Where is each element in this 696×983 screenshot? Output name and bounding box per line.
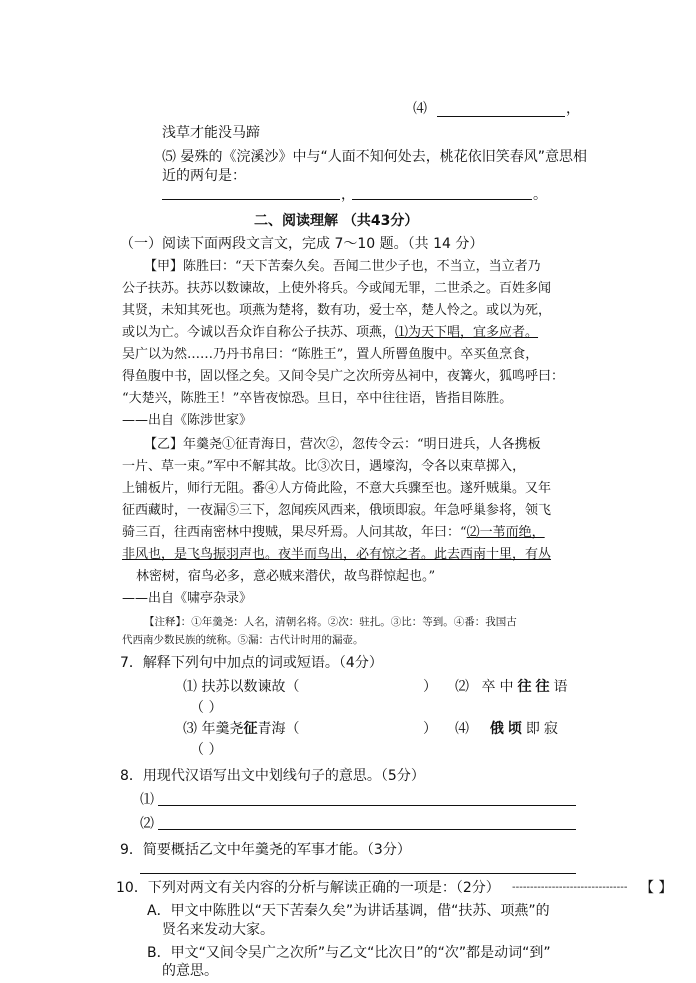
q5-line1: ⑸ 晏殊的《浣溪沙》中与“人面不知何处去，桃花依旧笑春风”意思相 bbox=[162, 149, 587, 165]
q8-title: 8．用现代汉语写出文中划线句子的意思。（5分） bbox=[120, 768, 425, 784]
jia-line-4: 或以为亡。今诚以吾众诈自称公子扶苏、项燕，⑴为天下唱，宜多应者。 bbox=[122, 325, 539, 340]
q10-answer-bracket[interactable]: 【 】 bbox=[640, 880, 673, 896]
q10-option-a-line1: A．甲文中陈胜以“天下苦秦久矣”为讲话基调，借“扶苏、项燕”的 bbox=[147, 903, 550, 919]
q7-d: ⑷ 俄顷即寂 bbox=[455, 721, 562, 737]
q7-title: 7．解释下列句中加点的词或短语。（4分） bbox=[120, 655, 383, 671]
yi-source: ——出自《啸亭杂录》 bbox=[122, 591, 253, 606]
yi-line-2: 一片、草一束。”军中不解其故。比③次日，遇壕沟，令各以束草掷入， bbox=[122, 459, 526, 474]
q10-leader-dots: -------------------------------- bbox=[512, 882, 628, 893]
q7-b-paren[interactable]: （ ） bbox=[190, 700, 223, 716]
jia-line-6: 得鱼腹中书，固以怪之矣。又间令吴广之次所旁丛祠中，夜篝火，狐鸣呼曰： bbox=[122, 369, 565, 384]
jia-line-1: 【甲】陈胜曰：“天下苦秦久矣。吾闻二世少子也，不当立，当立者乃 bbox=[144, 259, 541, 274]
q10-option-b-line1: B．甲文“又间令吴广之次所”与乙文“比次日”的“次”都是动词“到” bbox=[147, 945, 551, 961]
q8-num-2: ⑵ bbox=[140, 816, 154, 832]
yi-line-4: 征西藏时，一夜漏⑤三下，忽闻疾风西来，俄顷即寂。年急呼巢参将，领飞 bbox=[122, 503, 552, 518]
q7-a-close: ） bbox=[423, 679, 437, 695]
q8-num-1: ⑴ bbox=[140, 792, 154, 808]
yi-underlined-sentence: ⑵一苇而绝， bbox=[466, 525, 545, 540]
jia-line-5: 吴广以为然……乃丹书帛曰：“陈胜王”，置人所罾鱼腹中。卒买鱼烹食， bbox=[122, 347, 539, 362]
q4-line2: 浅草才能没马蹄 bbox=[162, 125, 260, 141]
jia-source: ——出自《陈涉世家》 bbox=[122, 413, 253, 428]
q4-number: ⑷ bbox=[413, 101, 427, 117]
q8-answer-line-1[interactable] bbox=[158, 805, 576, 806]
q4-comma: ， bbox=[566, 101, 580, 117]
jia-line-3: 其贤，未知其死也。项燕为楚将，数有功，爱士卒，楚人怜之。或以为死， bbox=[122, 303, 552, 318]
q5-comma: ， bbox=[341, 187, 355, 203]
jia-line-2: 公子扶苏。扶苏以数谏故，上使外将兵。今或闻无罪，二世杀之。百姓多闻 bbox=[122, 281, 552, 296]
yi-line-7: 林密树，宿鸟必多，意必贼来潜伏，故鸟群惊起也。” bbox=[136, 569, 436, 584]
q5-period: 。 bbox=[533, 187, 547, 203]
q7-a: ⑴ 扶苏以数谏故（ bbox=[183, 679, 300, 695]
q7-b: ⑵ 卒中往往语 bbox=[455, 679, 572, 695]
q9-title: 9．简要概括乙文中年羹尧的军事才能。（3分） bbox=[120, 842, 411, 858]
jia-underlined-sentence: ⑴为天下唱，宜多应者。 bbox=[395, 325, 539, 340]
part1-heading: （一）阅读下面两段文言文，完成 7～10 题。（共 14 分） bbox=[120, 236, 484, 252]
q7-c-close: ） bbox=[423, 721, 437, 737]
yi-line-5: 骑三百，往西南密林中搜贼，果尽歼焉。人问其故，年曰：“⑵一苇而绝， bbox=[122, 525, 545, 540]
q7-c: ⑶ 年羹尧征青海（ bbox=[183, 721, 300, 737]
yi-line-1: 【乙】年羹尧①征青海日，营次②，忽传令云：“明日进兵，人各携板 bbox=[144, 437, 541, 452]
notes-line-2: 代西南少数民族的统称。⑤漏：古代计时用的漏壶。 bbox=[122, 634, 364, 646]
q5-answer-line-1[interactable] bbox=[162, 199, 340, 200]
q7-c-dotted: 征 bbox=[243, 721, 258, 737]
jia-line-7: “大楚兴，陈胜王！”卒皆夜惊恐。旦日，卒中往往语，皆指目陈胜。 bbox=[122, 391, 513, 406]
q5-line2: 近的两句是： bbox=[162, 168, 246, 184]
yi-line-3: 上铺板片，师行无阻。番④人方倚此险，不意大兵骤至也。遂歼贼巢。又年 bbox=[122, 481, 552, 496]
notes-line-1: 【注释】：①年羹尧：人名，清朝名将。②次：驻扎。③比：等到。④番：我国古 bbox=[144, 616, 517, 628]
q8-answer-line-2[interactable] bbox=[158, 829, 576, 830]
q9-answer-line[interactable] bbox=[140, 873, 576, 874]
q4-answer-line[interactable] bbox=[437, 116, 565, 117]
q7-b-dotted: 往往 bbox=[517, 679, 554, 695]
yi-line-6: 非风也，是飞鸟振羽声也。夜半而鸟出，必有惊之者。此去西南十里，有丛 bbox=[122, 547, 552, 562]
section-title: 二、阅读理解 （共43分） bbox=[254, 213, 419, 229]
q10-option-b-line2: 的意思。 bbox=[162, 963, 218, 979]
q7-a-dotted: 数谏 bbox=[243, 679, 272, 695]
q7-d-dotted: 俄顷 bbox=[489, 721, 526, 737]
q7-d-paren[interactable]: （ ） bbox=[190, 742, 223, 758]
q10-title: 10．下列对两文有关内容的分析与解读正确的一项是：（2分） bbox=[116, 880, 500, 896]
q10-option-a-line2: 贤名来发动大家。 bbox=[162, 922, 274, 938]
q5-answer-line-2[interactable] bbox=[352, 199, 532, 200]
